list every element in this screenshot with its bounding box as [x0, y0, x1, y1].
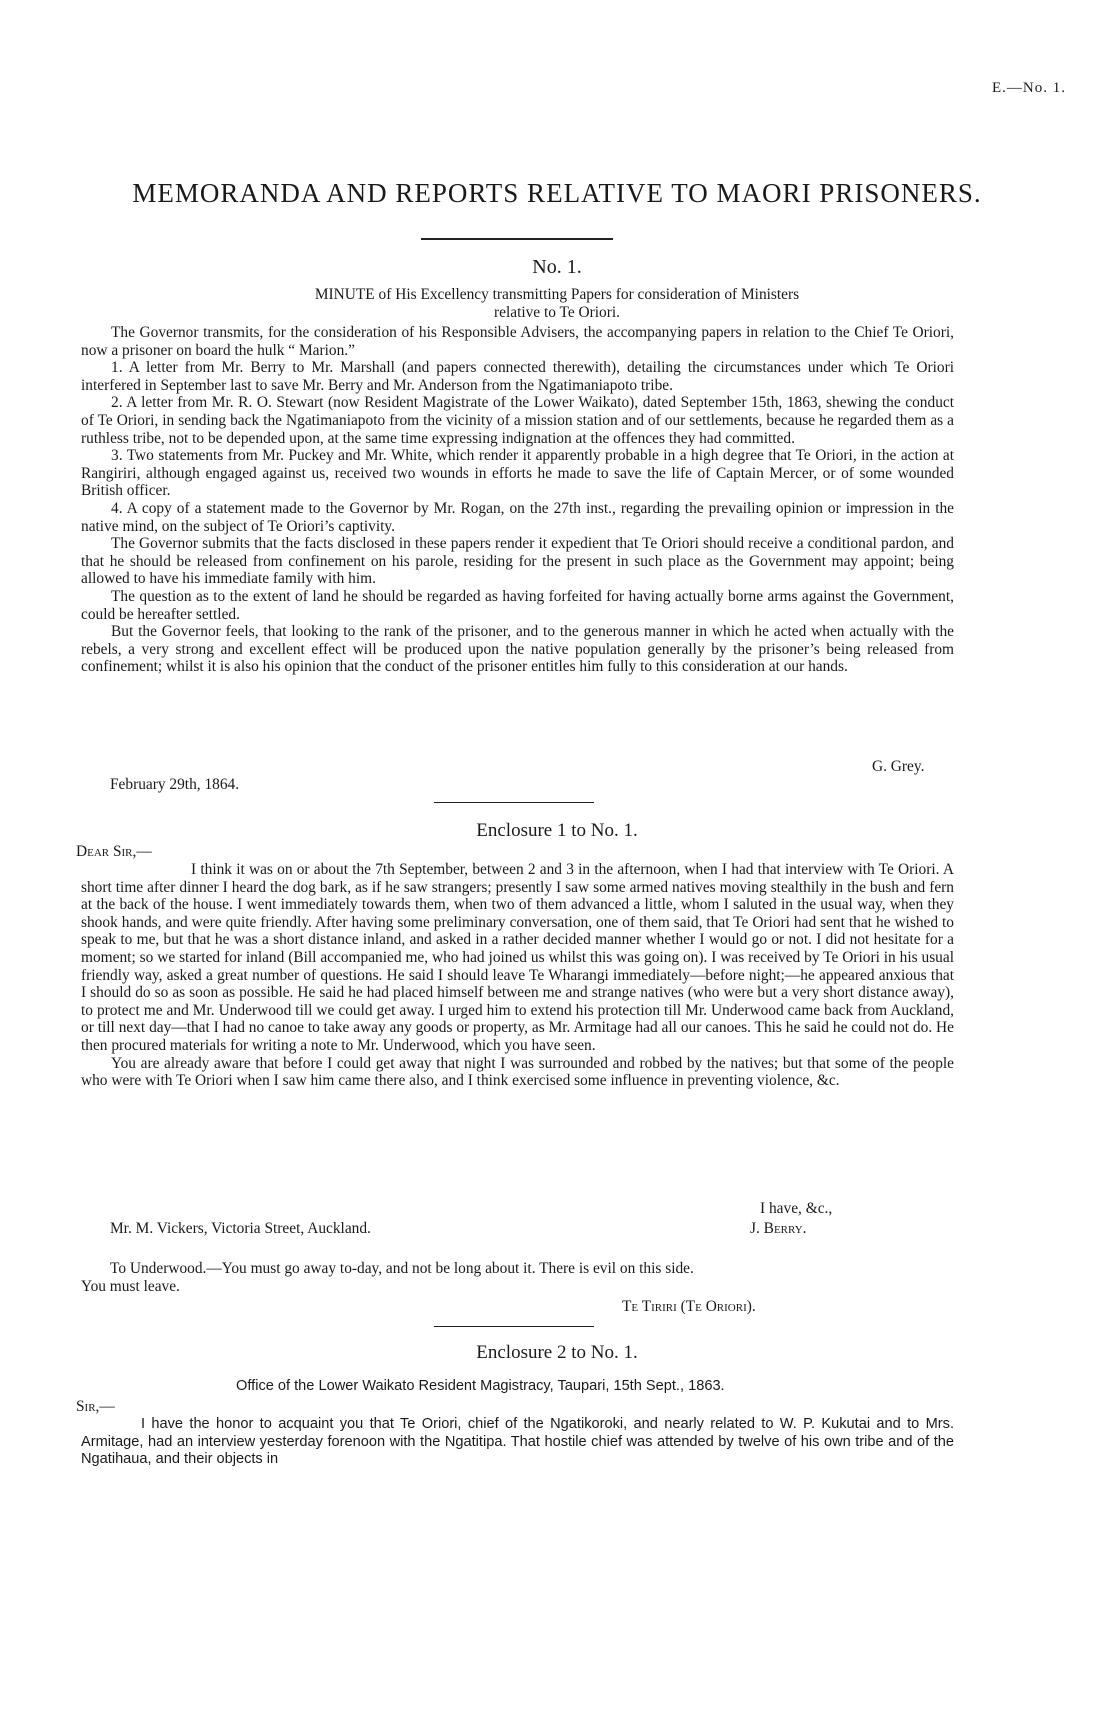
minute-paragraph: The question as to the extent of land he should be regarded as having forfeited for having actually borne arms against the Government, could be hereafter settled.	[81, 587, 954, 623]
enclosure1-salutation: Dear Sir,—	[76, 843, 152, 860]
enclosure2-salutation: Sir,—	[76, 1398, 115, 1415]
letter-paragraph: I think it was on or about the 7th September, between 2 and 3 in the afternoon, when I had that interview with Te Oriori. A short time after dinner I heard the dog bark, as if he saw strangers; presently I saw some armed natives moving stealthily in the bush and fern at the back of the house. I went immediately towards them, when two of them advanced a little, whom I saluted in the usual way, when they shook hands, and were quite friendly. After having some preliminary conversation, one of them said, that Te Oriori had sent that he wished to speak to me, but that he was a short distance inland, and asked in a rather decided manner whether I would go or not. I did not hesitate for a moment; so we started for inland (Bill accompanied me, who had joined us whilst this was going on). I was received by Te Oriori in his usual friendly way, asked a great number of questions. He said I should leave Te Wharangi immediately—before night;—he appeared anxious that I should do so as soon as possible. He said he had placed himself between me and strange natives (who were but a very short distance away), to protect me and Mr. Underwood till we could get away. I urged him to extend his protection till Mr. Underwood came back from Auckland, or till next day—that I had no canoe to take away any goods or property, as Mr. Armitage had all our canoes. This he said he could not do. He then procured materials for writing a note to Mr. Underwood, which you have seen.	[81, 861, 954, 1054]
minute-paragraph: 1. A letter from Mr. Berry to Mr. Marshall (and papers connected therewith), detailing the circumstances under which Te Oriori interfered in September last to save Mr. Berry and Mr. Anderson from the Ngatimaniapoto tribe.	[81, 359, 954, 394]
minute-body	[81, 324, 954, 676]
minute-date: February 29th, 1864.	[110, 776, 240, 793]
minute-paragraph: 3. Two statements from Mr. Puckey and Mr. White, which render it apparently probable in a high degree that Te Oriori, in the action at Rangiriri, although engaged against us, received two wounds in efforts he made to save the life of Captain Mercer, or of some wounded British officer.	[81, 447, 954, 500]
enclosure1-heading: Enclosure 1 to No. 1.	[476, 820, 638, 841]
note-line-2: You must leave.	[81, 1278, 180, 1295]
no1-heading: No. 1.	[532, 256, 582, 278]
enclosure1-addressee: Mr. M. Vickers, Victoria Street, Auckland.	[110, 1220, 371, 1237]
minute-paragraph: But the Governor feels, that looking to the rank of the prisoner, and to the generous manner in which he acted when actually with the rebels, a very strong and excellent effect will be produced upon the native population generally by the prisoner’s being released from confinement; whilst it is also his opinion that the conduct of the prisoner entitles him fully to this consideration at our hands.	[81, 623, 954, 676]
enclosure2-office-line: Office of the Lower Waikato Resident Magistracy, Taupari, 15th Sept., 1863.	[236, 1378, 725, 1394]
section-rule	[434, 802, 594, 803]
enclosure2-body	[81, 1416, 954, 1469]
enclosure1-closing: I have, &c.,	[760, 1200, 833, 1217]
note-line-1: To Underwood.—You must go away to-day, and not be long about it. There is evil on this side.	[110, 1260, 694, 1277]
minute-paragraph: 2. A letter from Mr. R. O. Stewart (now Resident Magistrate of the Lower Waikato), dated September 15th, 1863, shewing the conduct of Te Oriori, in sending back the Ngatimaniapoto from the vicinity of a mission station and of our settlements, because he regarded them as a ruthless tribe, not to be depended upon, at the same time expressing indignation at the offences they had committed.	[81, 394, 954, 447]
minute-signature: G. Grey.	[872, 758, 925, 775]
minute-paragraph: 4. A copy of a statement made to the Governor by Mr. Rogan, on the 27th inst., regarding the prevailing opinion or impression in the native mind, on the subject of Te Oriori’s captivity.	[81, 499, 954, 535]
note-signature: Te Tiriri (Te Oriori).	[622, 1298, 756, 1315]
letter-paragraph: I have the honor to acquaint you that Te Oriori, chief of the Ngatikoroki, and nearly related to W. P. Kukutai and to Mrs. Armitage, had an interview yesterday forenoon with the Ngatitipa. That hostile chief was attended by twelve of his own tribe and of the Ngatihaua, and their objects in	[81, 1416, 954, 1468]
document-title: MEMORANDA AND REPORTS RELATIVE TO MAORI PRISONERS.	[132, 178, 982, 208]
enclosure1-body	[81, 861, 954, 1090]
letter-paragraph: You are already aware that before I could get away that night I was surrounded and robbed by the natives; but that some of the people who were with Te Oriori when I saw him came there also, and I think exercised some influence in preventing violence, &c.	[81, 1054, 954, 1090]
minute-paragraph: The Governor submits that the facts disclosed in these papers render it expedient that Te Oriori should receive a conditional pardon, and that he should be released from confinement on his parole, residing for the present in such place as the Government may appoint; being allowed to have his immediate family with him.	[81, 535, 954, 588]
minute-paragraph: The Governor transmits, for the consideration of his Responsible Advisers, the accompanying papers in relation to the Chief Te Oriori, now a prisoner on board the hulk “ Marion.”	[81, 324, 954, 359]
section-rule	[434, 1326, 594, 1327]
page-ref: E.—No. 1.	[992, 80, 1066, 96]
enclosure2-heading: Enclosure 2 to No. 1.	[476, 1342, 638, 1363]
enclosure1-signature: J. Berry.	[750, 1220, 807, 1237]
minute-line-1: MINUTE of His Excellency transmitting Papers for consideration of Ministers	[314, 286, 800, 303]
minute-line-2: relative to Te Oriori.	[494, 304, 620, 321]
title-rule	[421, 238, 613, 240]
